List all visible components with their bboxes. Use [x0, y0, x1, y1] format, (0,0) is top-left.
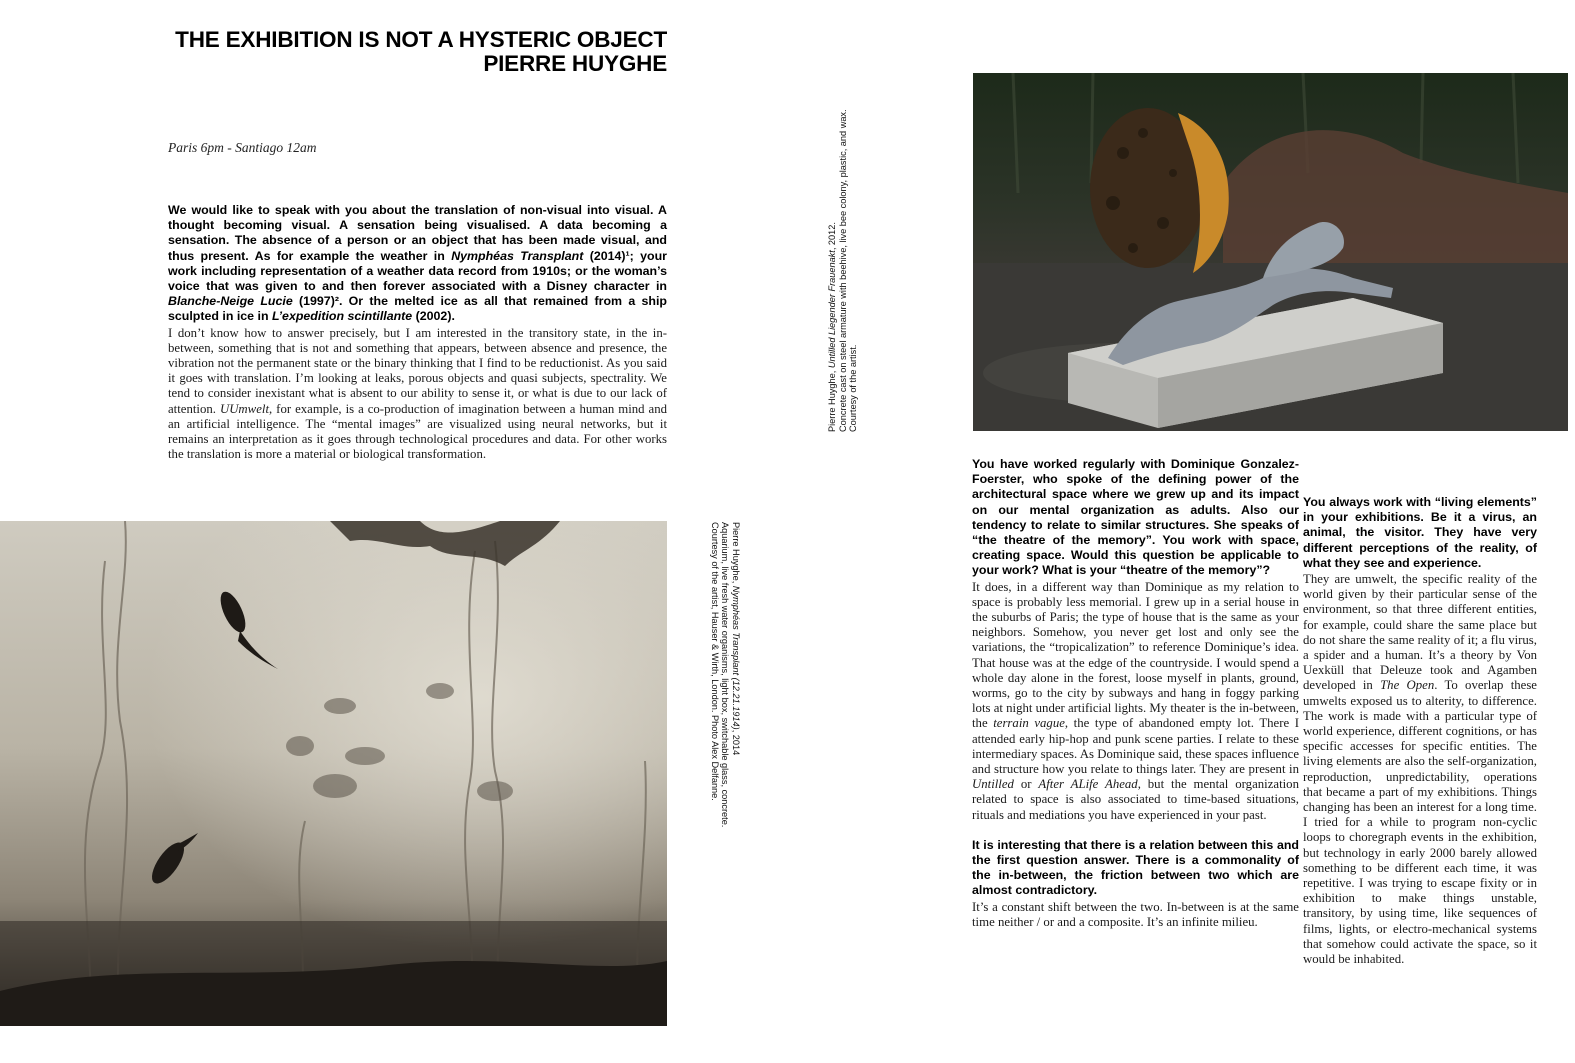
- page-title: [150, 28, 667, 76]
- question-2: You have worked regularly with Dominique Gonzalez-Foerster, who spoke of the defining power of the architectural space where we grew up and its impact on our mental organization as adults. Also our tendency to relate to similar structures. She speaks of “the theatre of the memory”. You work with space, creating space. Would this question be applicable to your work? What is your “theatre of the memory”?: [972, 457, 1299, 578]
- left-column: [168, 203, 667, 462]
- caption-sculpture: [827, 109, 859, 432]
- caption-aquarium-line-1: Pierre Huyghe, Nymphéas Transplant (12.21.1914), 2014: [731, 522, 741, 756]
- caption-sculpture-line-3: Courtesy of the artist.: [848, 344, 858, 432]
- caption-sculpture-line-1: Pierre Huyghe, Untilled Liegender Frauenakt, 2012.: [827, 222, 837, 432]
- question-1: We would like to speak with you about the translation of non-visual into visual. A thought becoming visual. A sensation being visualised. A data becoming a sensation. The absence of a person or an object that has been made visual, and thus present. As for example the weather in Nymphéas Transplant (2014)¹; your work including representation of a weather data record from 1910s; or the woman’s voice that was given to and then forever associated with a Disney character in Blanche-Neige Lucie (1997)². Or the melted ice as all that remained from a ship sculpted in ice in L’expedition scintillante (2002).: [168, 203, 667, 324]
- caption-sculpture-line-2: Concrete cast on steel armature with beehive, live bee colony, plastic, and wax.: [837, 109, 848, 432]
- answer-4: They are umwelt, the specific reality of the world given by their particular sense of the environment, so that three different entities, for example, could share the same place but do not share the same reality of it; a flu virus, a spider and a human. It’s a theory by Von Uexküll that Deleuze took and Agamben developed in The Open. To overlap these umwelts exposed us to alterity, to difference. The work is made with a particular type of world experience, different cognitions, or has specific accesses for specific entities. The living elements are also the self-organization, reproduction, unpredictability, operations that became a part of my exhibitions. Things changing has been an interest for a long time. I tried for a while to program non-cyclic loops to choregraph events in the exhibition, but technology in early 2000 barely allowed something to be different each time, it was repetitive. I was trying to escape fixity or in exhibition to make things unstable, transitory, by using time, like sequences of films, lights, or electro-mechanical systems that somehow could activate the space, so it would be inhabited.: [1303, 572, 1537, 967]
- right-column: [1303, 495, 1537, 967]
- title-line-2: PIERRE HUYGHE: [483, 51, 667, 76]
- sculpture-photo: [973, 73, 1568, 431]
- answer-3: It’s a constant shift between the two. In-between is at the same time neither / or and a composite. It’s an infinite milieu.: [972, 899, 1299, 929]
- caption-aquarium-line-2: Aquarium, live fresh water organisms, light box, switchable glass, concrete.: [720, 522, 731, 828]
- caption-aquarium-line-3: Courtesy of the artist, Hauser & Wirth, London. Photo Alex Delfanne.: [710, 522, 720, 801]
- title-line-1: THE EXHIBITION IS NOT A HYSTERIC OBJECT: [175, 27, 667, 52]
- question-4: You always work with “living elements” in your exhibitions. Be it a virus, an animal, the visitor. They have very different perceptions of the reality, of what they see and experience.: [1303, 495, 1537, 570]
- aquarium-photo: [0, 521, 667, 1026]
- answer-1: I don’t know how to answer precisely, but I am interested in the transitory state, in the in-between, something that is not and something that appears, between absence and presence, the vibration not the permanent state or the binary thinking that I find to be reductionist. As you said it goes with translation. I’m looking at leaks, porous objects and quasi subjects, spectrality. We tend to consider inexistant what is absent to our ability to sense it, or what is due to our lack of attention. UUmwelt, for example, is a co-production of imagination between a human mind and an artificial intelligence. The “mental images” are visualized using neural networks, but it remains an interpretation as it goes through technological procedures and data. For other works the translation is more a material or biological transformation.: [168, 325, 667, 462]
- question-3: It is interesting that there is a relation between this and the first question answer. There is a commonality of the in-between, the friction between two which are almost contradictory.: [972, 837, 1299, 898]
- answer-2: It does, in a different way than Dominique as my relation to space is probably less memorial. I grew up in a serial house in the suburbs of Paris; the type of house that is the same as your neighbors. Somehow, you never get lost and only see the variations, the “tropicalization” to reference Dominique’s idea. That house was at the edge of the countryside. I would spend a whole day alone in the forest, loose myself in plants, ground, worms, go to the city by subways and hang in foggy parking lots at night under artificial lights. My theater is the in-between, the terrain vague, the type of abandoned empty lot. There I attended early hip-hop and punk scene parties. I relate to these intermediary spaces. As Dominique said, these spaces influence and structure how you relate to things later. They are present in Untilled or After ALife Ahead, but the mental organization related to space is also associated to time-based situations, rituals and mediations you have experienced in your past.: [972, 579, 1299, 822]
- middle-column: [972, 457, 1299, 930]
- subtitle: Paris 6pm - Santiago 12am: [168, 140, 317, 155]
- caption-aquarium: [710, 522, 742, 827]
